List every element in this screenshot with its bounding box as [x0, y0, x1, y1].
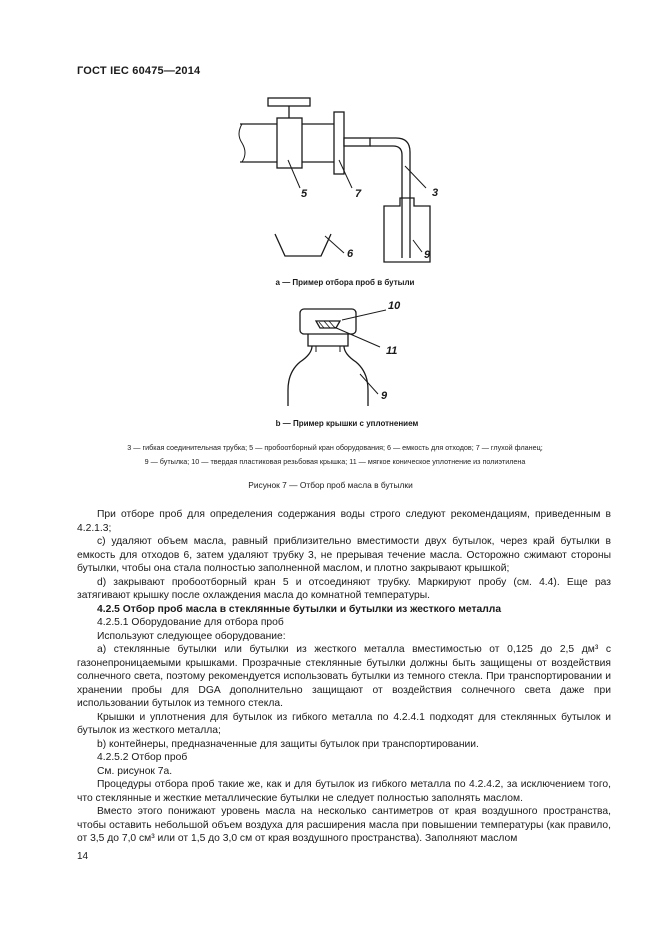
subsection-heading: 4.2.5.2 Отбор проб — [97, 752, 188, 763]
pipe-break-left — [239, 124, 245, 162]
pipe — [240, 124, 277, 162]
paragraph: См. рисунок 7a. — [97, 765, 173, 777]
paragraph: При отборе проб для определения содержания воды строго следуют рекомендациям, приведенным в 4.2.1.3; — [77, 509, 611, 534]
waste-container — [275, 234, 331, 256]
paragraph: a) стеклянные бутылки или бутылки из жесткого металла вместимостью от 0,125 до 2,5 дм³ с газонепроницаемыми крышками. Прозрачные стеклянные бутылки должны быть защищены от воздействия солнечного света, поэтому рекомендуется использовать бутылки из темного стекла. При транспортировании и хранении пробы для DGA дополнительно защищают от воздействия солнечного света даже при использовании бутылок из темного стекла. — [77, 644, 611, 709]
body-text — [77, 508, 611, 846]
document-header: ГОСТ IEC 60475—2014 — [77, 65, 201, 77]
subsection-heading: 4.2.5.1 Оборудование для отбора проб — [97, 617, 284, 628]
paragraph: Крышки и уплотнения для бутылок из гибкого металла по 4.2.4.1 подходят для стеклянных бутылок и бутылок из жесткого металла; — [77, 711, 611, 736]
page-number: 14 — [77, 851, 89, 862]
callout-3: 3 — [432, 187, 439, 199]
callout-7: 7 — [355, 188, 362, 200]
figure-legend-line-1: 3 — гибкая соединительная трубка; 5 — пробоотборный кран оборудования; 6 — емкость для отходов; 7 — глухой фланец; — [127, 443, 543, 452]
paragraph: c) удаляют объем масла, равный приблизительно вместимости двух бутылок, через край бутылки в емкость для отходов 6, затем удаляют трубку 3, не прерывая течение масла. Осторожно сжимают стороны бутылки, чтобы она стала полностью заполненной маслом, и плотно закрывают крышкой; — [77, 536, 611, 574]
figure-legend-line-2: 9 — бутылка; 10 — твердая пластиковая резьбовая крышка; 11 — мягкое коническое уплотнение из полиэтилена — [144, 457, 526, 466]
blind-flange — [334, 112, 344, 174]
sampling-valve-body — [277, 118, 302, 168]
caption-a: a — Пример отбора проб в бутыли — [275, 278, 415, 287]
figure-7-drawing — [0, 0, 661, 440]
valve-handle — [268, 98, 310, 106]
paragraph: d) закрывают пробоотборный кран 5 и отсоединяют трубку. Маркируют пробу (см. 4.4). Еще раз затягивают крышку после охлаждения масла до комнатной температуры. — [77, 576, 611, 601]
paragraph: Используют следующее оборудование: — [97, 630, 286, 642]
callout-6: 6 — [347, 248, 354, 260]
callout-9b: 9 — [381, 390, 388, 402]
caption-b: b — Пример крышки с уплотнением — [275, 419, 419, 428]
paragraph: Вместо этого понижают уровень масла на несколько сантиметров от края воздушного пространства, чтобы оставить небольшой объем воздуха для расширения масла при повышении температуры (как правило, от 3,5 до 7,0 см³ или от 1,5 до 3,0 см от края воздушного пространства). Заполняют маслом — [77, 806, 611, 844]
paragraph: Процедуры отбора проб такие же, как и для бутылок из гибкого металла по 4.2.4.2, за исключением того, что стеклянные и жесткие металлические бутылки не следует полностью заполнять маслом. — [77, 779, 611, 804]
callout-5: 5 — [301, 188, 308, 200]
callout-11: 11 — [386, 345, 398, 357]
section-heading: 4.2.5 Отбор проб масла в стеклянные бутылки и бутылки из жесткого металла — [97, 603, 502, 615]
callout-9a: 9 — [424, 249, 431, 261]
callout-10: 10 — [388, 300, 401, 312]
figure-title: Рисунок 7 — Отбор проб масла в бутылки — [248, 480, 413, 490]
bottle-9b — [288, 346, 368, 406]
paragraph: b) контейнеры, предназначенные для защиты бутылок при транспортировании. — [97, 738, 479, 750]
